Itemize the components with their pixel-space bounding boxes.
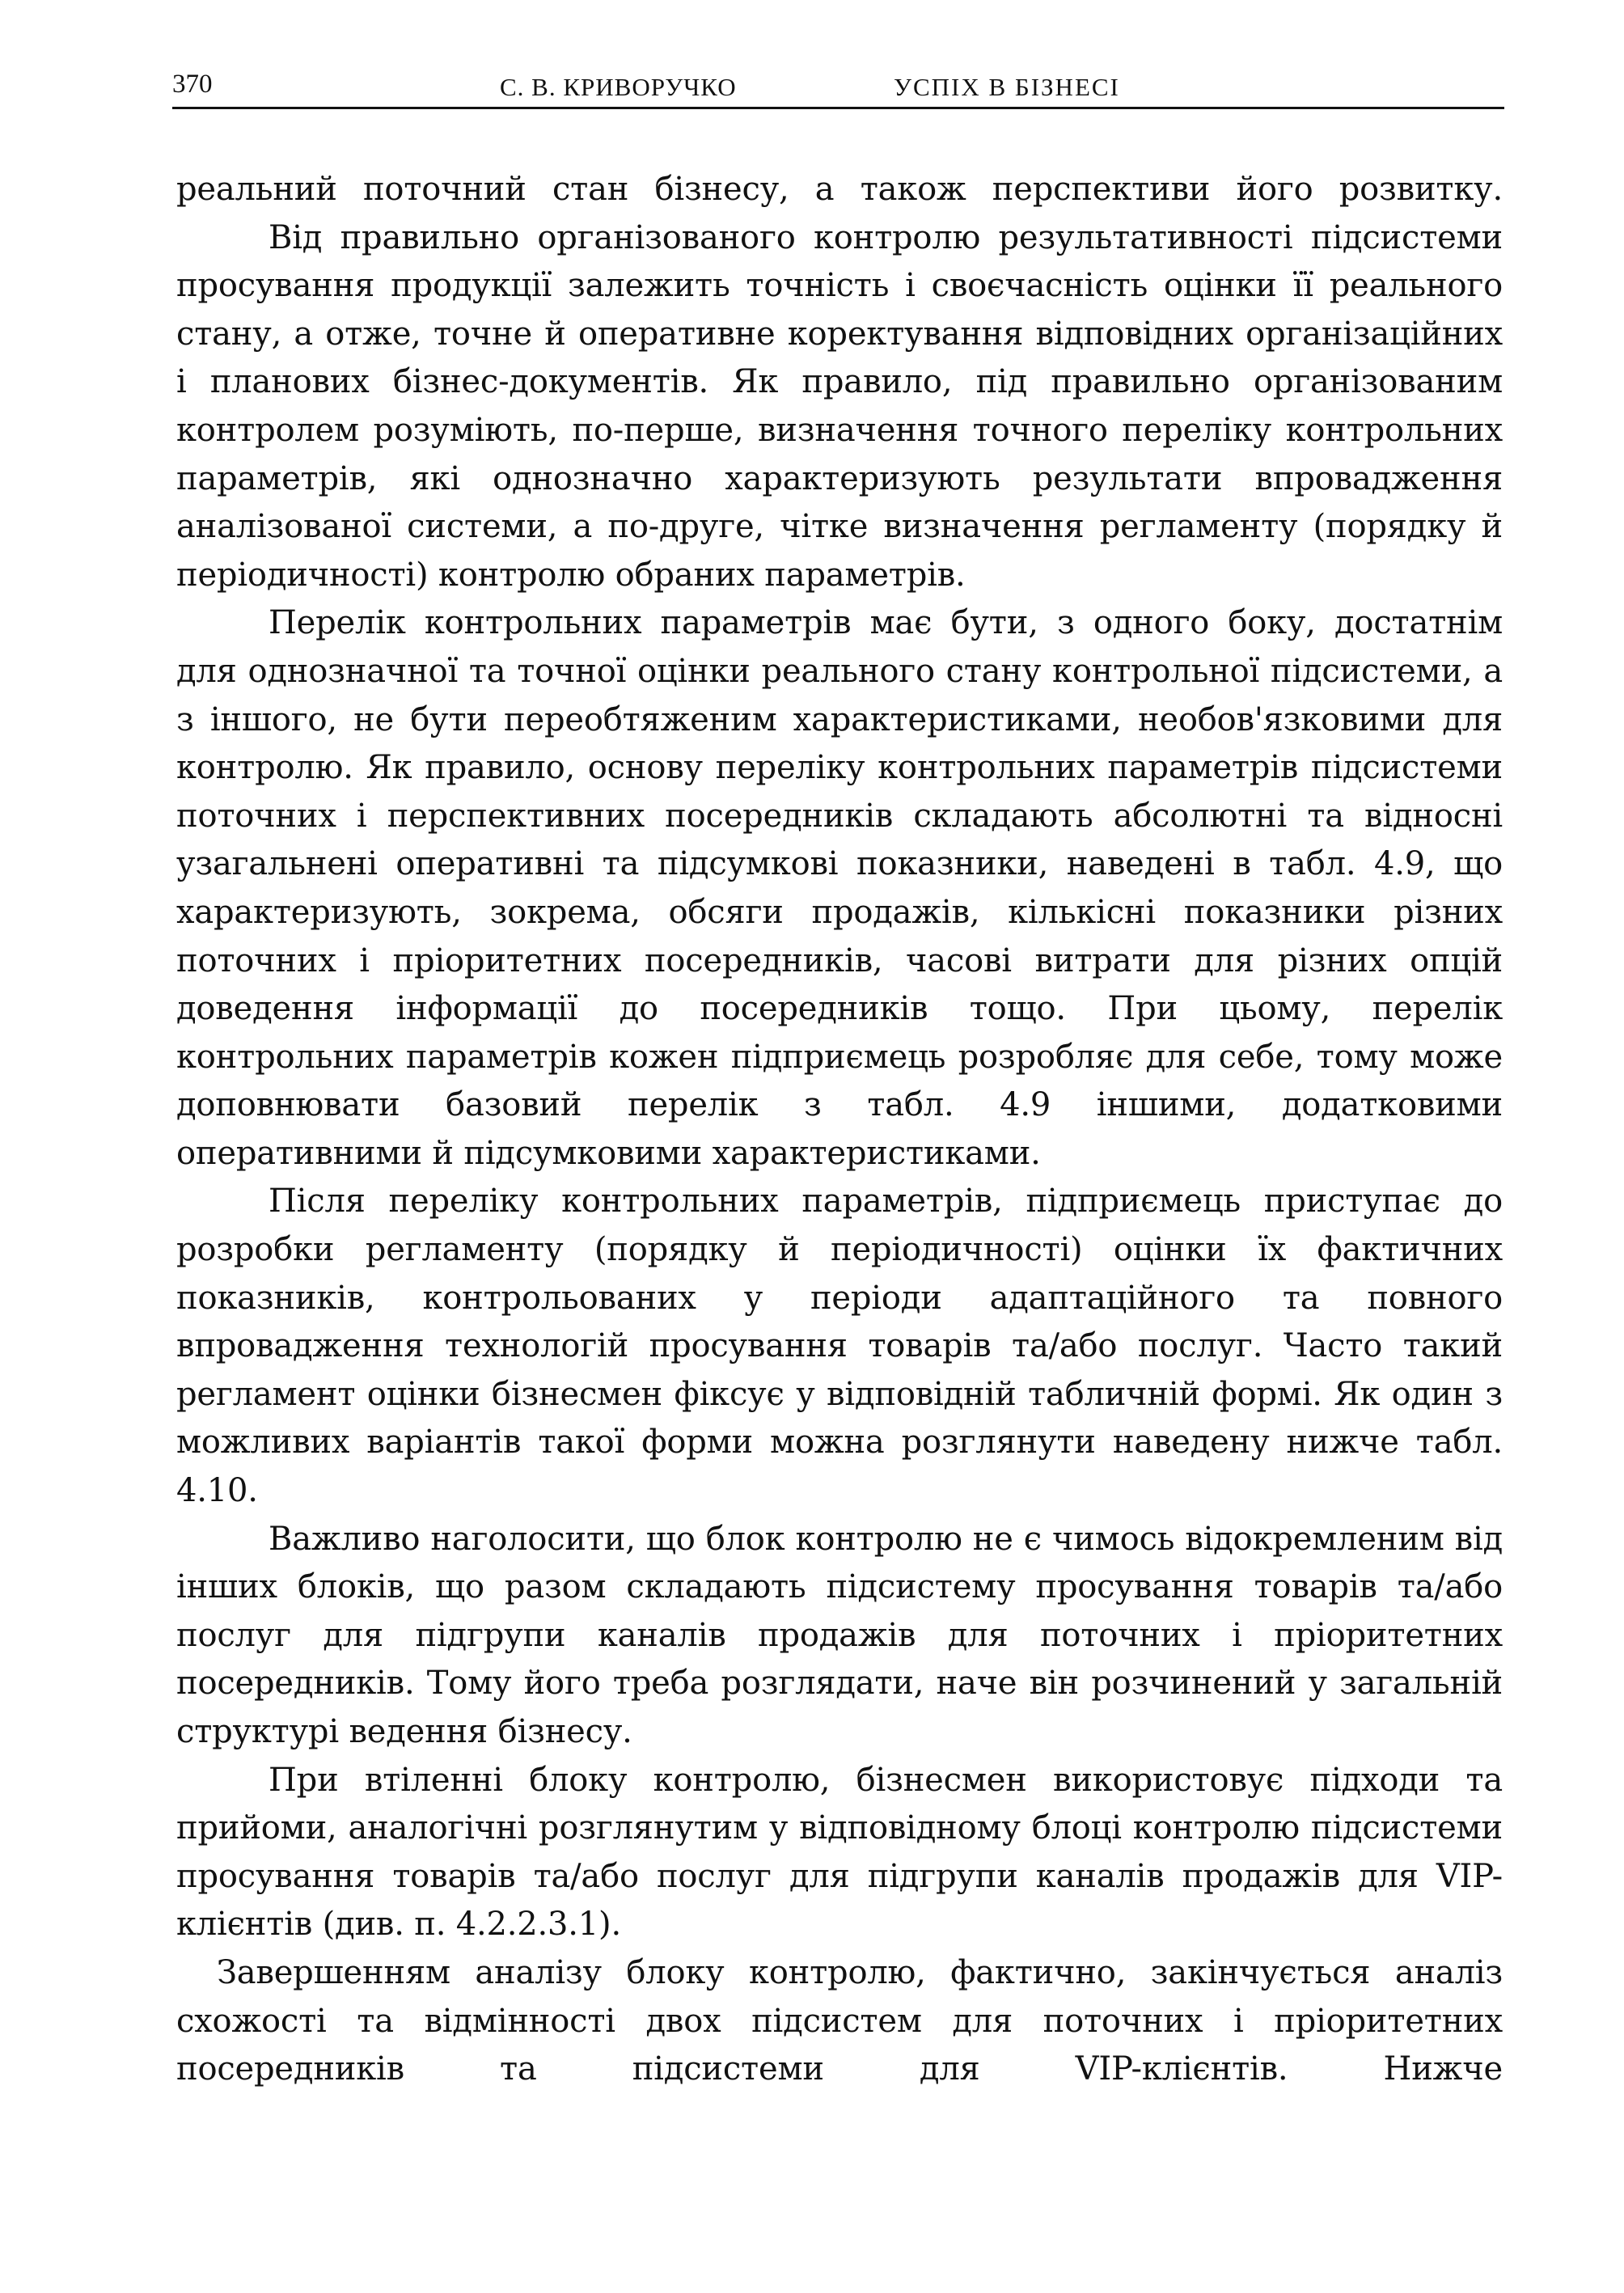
paragraph-control-regulations: Після переліку контрольних параметрів, підприємець приступає до розробки регламенту (порядку й періодичності) оцінки їх фактичних показників, контрольованих у періоди адаптаційного та повного впровадження технологій просування товарів та/або послуг. Часто такий регламент оцінки бізнесмен фіксує у відповідній табличній формі. Як один з можливих варіантів такої форми можна розглянути наведену нижче табл. 4.10. bbox=[176, 1182, 1503, 1510]
paragraph-control-organization: Від правильно організованого контролю результативності підсистеми просування продукції залежить точність і своєчасність оцінки її реального стану, а отже, точне й оперативне коректування відповідних організаційних і планових бізнес-документів. Як правило, під правильно організованим контролем розуміють, по-перше, визначення точного переліку контрольних параметрів, які однозначно характеризують результати впровадження аналізованої системи, а по-друге, чітке визначення регламенту (порядку й періодичності) контролю обраних параметрів. bbox=[176, 218, 1503, 594]
paragraph-analysis-conclusion: Завершенням аналізу блоку контролю, фактично, закінчується аналіз схожості та відмінності двох підсистем для поточних і пріоритетних посередників та підсистеми для VIP-клієнтів. Нижче bbox=[176, 1953, 1503, 2088]
running-head-title: УСПІХ В БІЗНЕСІ bbox=[894, 73, 1120, 101]
paragraph-control-block-note: Важливо наголосити, що блок контролю не є чимось відокремленим від інших блоків, що разом складають підсистему просування товарів та/або послуг для підгрупи каналів продажів для поточних і пріоритетних посередників. Тому його треба розглядати, наче він розчинений у загальній структурі ведення бізнесу. bbox=[176, 1520, 1503, 1750]
paragraph-control-implementation: При втіленні блоку контролю, бізнесмен використовує підходи та прийоми, аналогічні розглянутим у відповідному блоці контролю підсистеми просування товарів та/або послуг для підгрупи каналів продажів для VIP-клієнтів (див. п. 4.2.2.3.1). bbox=[176, 1761, 1503, 1944]
page-body bbox=[176, 166, 1503, 2094]
paragraph-continuation: реальний поточний стан бізнесу, а також перспективи його розвитку. bbox=[176, 171, 1503, 208]
page-number: 370 bbox=[172, 70, 213, 99]
running-head-author: С. В. КРИВОРУЧКО bbox=[500, 73, 737, 101]
page-header bbox=[172, 65, 1504, 109]
paragraph-control-parameters: Перелік контрольних параметрів має бути, з одного боку, достатнім для однозначної та точної оцінки реального стану контрольної підсистеми, а з іншого, не бути переобтяженим характеристиками, необов'язковими для контролю. Як правило, основу переліку контрольних параметрів підсистеми поточних і перспективних посередників складають абсолютні та відносні узагальнені оперативні та підсумкові показники, наведені в табл. 4.9, що характеризують, зокрема, обсяги продажів, кількісні показники різних поточних і пріоритетних посередників, часові витрати для різних опцій доведення інформації до посередників тощо. При цьому, перелік контрольних параметрів кожен підприємець розробляє для себе, тому може доповнювати базовий перелік з табл. 4.9 іншими, додатковими оперативними й підсумковими характеристиками. bbox=[176, 604, 1503, 1172]
